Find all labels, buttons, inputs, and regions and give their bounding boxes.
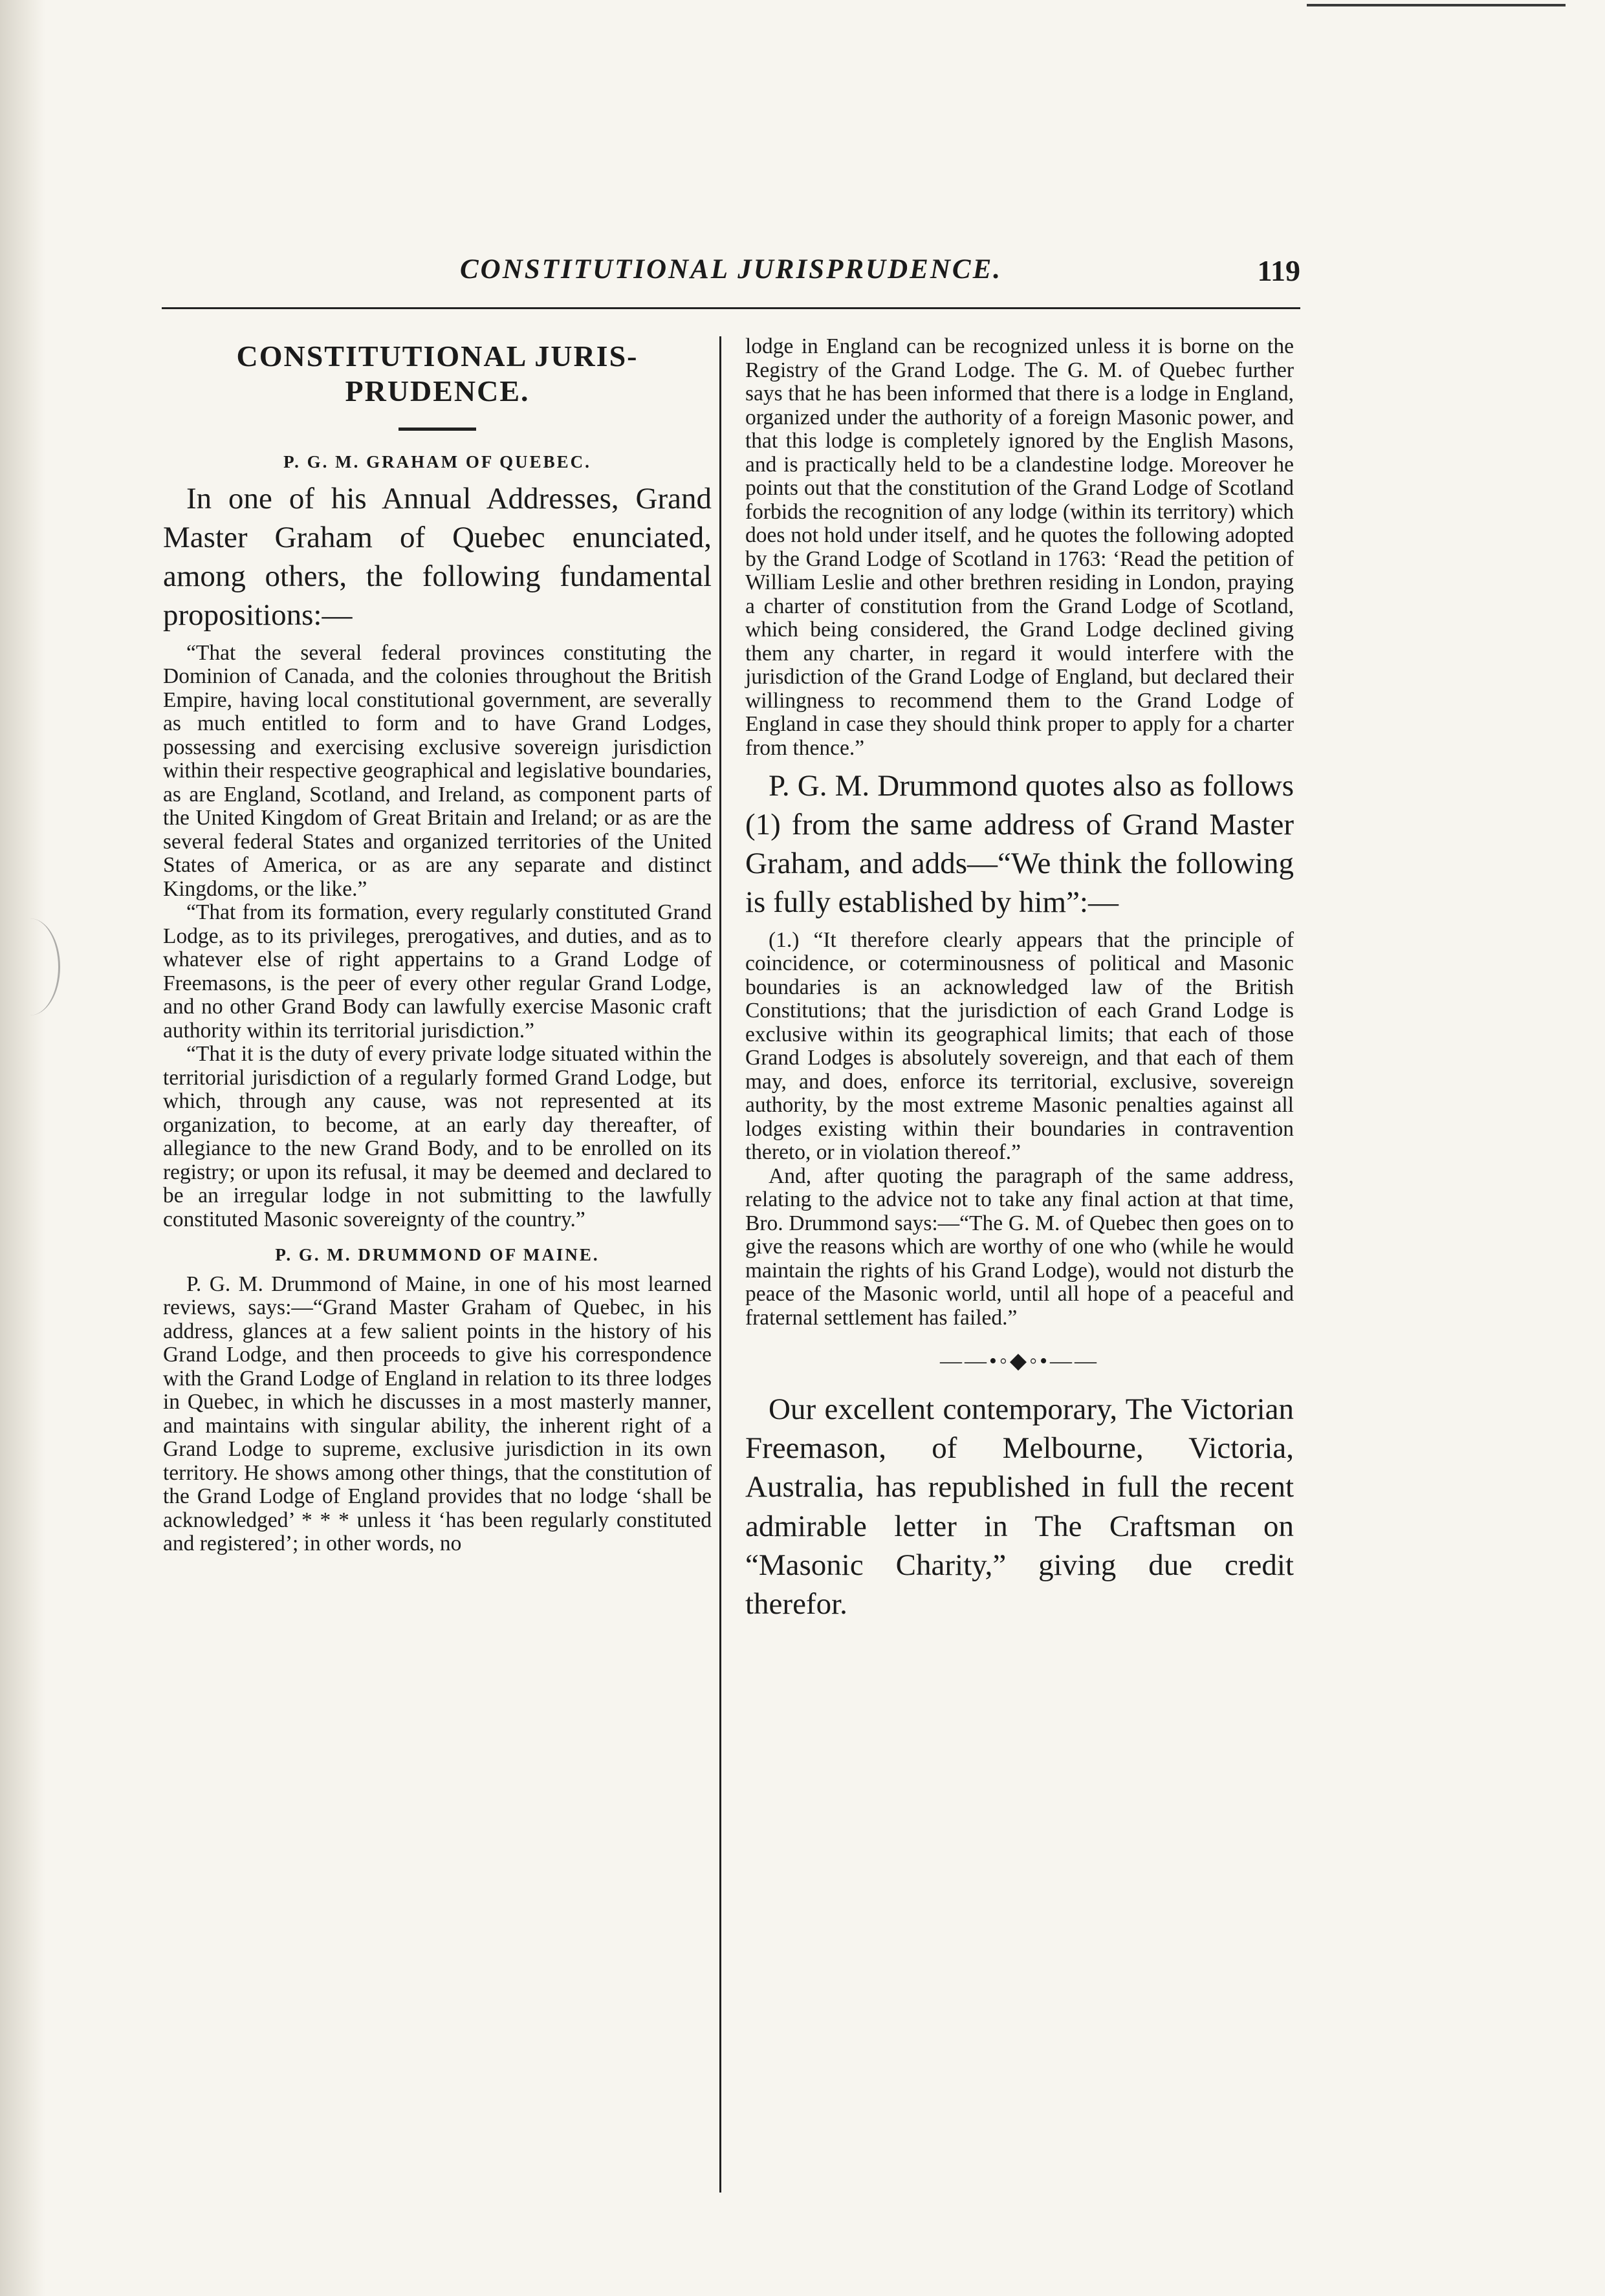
subhead-drummond: P. G. M. DRUMMOND OF MAINE. (275, 1245, 600, 1265)
page-binding-edge (0, 0, 45, 2296)
column-divider (719, 336, 721, 2193)
drummond-paragraph: P. G. M. Drummond of Maine, in one of his most learned reviews, says:—“Grand Master Graham of Quebec, in his address, glances at a few salient points in the history of his Grand Lodge, and then proceeds to give his correspondence with the Grand Lodge of England in relation to its three lodges in Quebec, in which he discusses in a most masterly manner, and maintains with singular ability, the inherent right of a Grand Lodge to supreme, exclusive jurisdiction in its own territory. He shows among other things, that the constitution of the Grand Lodge of England provides that no lodge ‘shall be acknowledged’ * * * unless it ‘has been regularly constituted and registered’; in other words, no (163, 1272, 712, 1555)
title-rule (399, 428, 476, 431)
after-quoting-paragraph: And, after quoting the paragraph of the same address, relating to the advice not to take any final action at that time, Bro. Drummond says:—“The G. M. of Quebec then goes on to give the reasons which are worthy of one who (while he would maintain the rights of his Grand Lodge), would not disturb the peace of the Masonic world, until all hope of a peaceful and fraternal settlement has failed.” (745, 1164, 1294, 1330)
binding-mark (0, 918, 60, 1015)
quote-paragraph-2: “That from its formation, every regularly constituted Grand Lodge, as to its privileges, prerogatives, and duties, and as to whatever else of right appertains to a Grand Lodge of Freemasons, is the peer of every other regular Grand Lodge, and no other Grand Body can lawfully exercise Masonic craft authority within its territorial jurisdiction.” (163, 900, 712, 1043)
article-title: CONSTITUTIONAL JURIS-PRUDENCE. (236, 340, 639, 408)
numbered-quote: (1.) “It therefore clearly appears that the principle of coincidence, or coterminousness of political and Masonic boundaries is an acknowledged law of the British Constitutions; that the jurisdiction of each Grand Lodge is exclusive within its geographical limits; that each of those Grand Lodges is absolutely sovereign, and that each of them may, and does, enforce its territorial, exclusive, sovereign authority, by the most extreme Masonic penalties against all lodges existing within their boundaries in contravention thereto, or in violation thereof.” (745, 927, 1294, 1165)
quote-paragraph-3: “That it is the duty of every private lodge situated within the territorial jurisdiction of a regularly formed Grand Lodge, but which, through any cause, was not represented at its organization, to become, at an early day thereafter, of allegiance to the new Grand Body, and to be enrolled on its registry; or upon its refusal, it may be deemed and declared to be an irregular lodge in not submitting to the lawfully constituted Masonic sovereignty of the country.” (163, 1042, 712, 1231)
header-rule (162, 307, 1300, 309)
quote-paragraph-1: “That the several federal provinces constituting the Dominion of Canada, and the colonies throughout the British Empire, having local constitutional government, are severally as much entitled to form and to have Grand Lodges, possessing and exercising exclusive sovereign jurisdiction within their respective geographical and legislative boundaries, as are England, Scotland, and Ireland, as component parts of the United Kingdom of Great Britain and Ireland; or as are the several federal States and organized territories of the United States of America, or as are any separate and distinct Kingdoms, or the like.” (163, 640, 712, 901)
page-number: 119 (1257, 254, 1300, 287)
right-column (745, 335, 1294, 1630)
running-title: CONSTITUTIONAL JURISPRUDENCE. (459, 254, 1002, 285)
continuation-paragraph: lodge in England can be recognized unless it is borne on the Registry of the Grand Lodge. The G. M. of Quebec further says that he has been informed that there is a lodge in England, organized under the authority of a foreign Masonic power, and that this lodge is completely ignored by the English Masons, and is practically held to be a clandestine lodge. Moreover he points out that the constitution of the Grand Lodge of Scotland forbids the recognition of any lodge (within its territory) which does not hold under itself, and he quotes the following adopted by the Grand Lodge of Scotland in 1763: ‘Read the petition of William Leslie and other brethren residing in London, praying a charter of constitution from the Grand Lodge of Scotland, which being considered, the Grand Lodge declined giving them any charter, in regard it would interfere with the jurisdiction of the Grand Lodge of England, but declared their willingness to recommend them to the Grand Lodge of England in case they should think proper to apply for a charter from thence.” (745, 334, 1294, 760)
section-ornament: ——•◦◆◦•—— (939, 1349, 1100, 1374)
page-header (162, 254, 1300, 292)
drummond-lead-paragraph: P. G. M. Drummond quotes also as follows (1) from the same address of Grand Master Graham, and adds—“We think the following is fully established by him”:— (745, 769, 1294, 920)
top-edge-rule (1307, 4, 1566, 6)
left-column (163, 335, 712, 1556)
notice-paragraph: Our excellent contemporary, The Victorian Freemason, of Melbourne, Victoria, Australia, has republished in full the recent admirable letter in The Craftsman on “Masonic Charity,” giving due credit therefor. (745, 1392, 1294, 1621)
lead-paragraph: In one of his Annual Addresses, Grand Master Graham of Quebec enunciated, among others, the following fundamental propositions:— (163, 481, 712, 633)
subhead-graham: P. G. M. GRAHAM OF QUEBEC. (283, 451, 591, 471)
